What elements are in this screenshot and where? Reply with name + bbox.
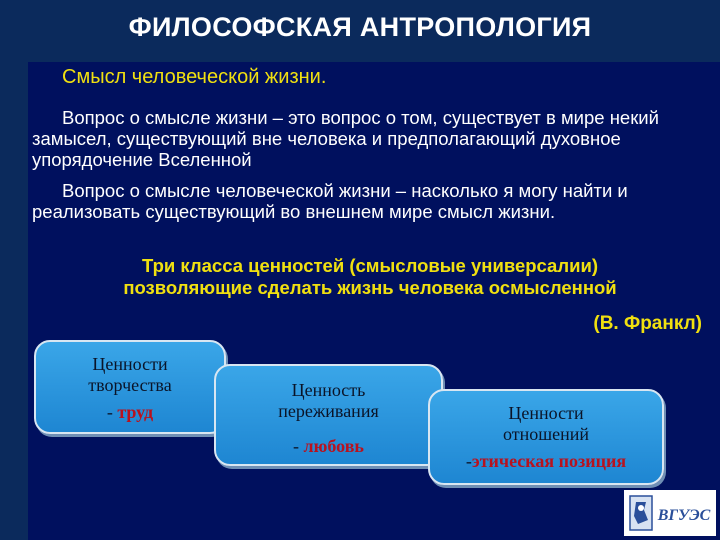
card-value: труд	[117, 402, 154, 422]
card-experience-values	[214, 364, 443, 466]
card-value-prefix: -	[293, 436, 304, 456]
card-creativity-values	[34, 340, 226, 434]
card-title-line-1: Ценность	[291, 380, 366, 400]
card-value-prefix: -	[106, 402, 118, 422]
card-title-line-1: Ценности	[92, 354, 168, 374]
value-classes-line-1: Три класса ценностей (смысловые универсалии)	[141, 255, 599, 276]
value-classes-line-2: позволяющие сделать жизнь человека осмысленной	[123, 277, 617, 298]
card-value-line	[36, 402, 224, 423]
card-value-line	[216, 436, 441, 457]
card-attitude-values	[428, 389, 664, 485]
logo-emblem-icon	[624, 490, 716, 536]
card-value-line	[430, 451, 662, 472]
card-title-line-2: творчества	[88, 375, 172, 395]
card-value-prefix: -	[465, 451, 472, 471]
university-logo	[624, 490, 716, 536]
logo-text: ВГУЭС	[657, 507, 711, 524]
paragraph-human-meaning: Вопрос о смысле человеческой жизни – насколько я могу найти и реализовать существующий во внешнем мире смысл жизни.	[32, 180, 628, 222]
paragraph-meaning-question: Вопрос о смысле жизни – это вопрос о том, существует в мире некий замысел, существующий вне человека и предполагающий духовное упорядочение Вселенной	[32, 107, 659, 170]
card-value: любовь	[303, 436, 364, 456]
slide-title: ФИЛОСОФСКАЯ АНТРОПОЛОГИЯ	[128, 12, 592, 42]
value-classes-heading	[60, 255, 680, 299]
author-attribution: (В. Франкл)	[593, 313, 702, 334]
card-title-line-2: переживания	[278, 401, 379, 421]
subheading: Смысл человеческой жизни.	[62, 66, 327, 88]
card-value: этическая позиция	[471, 451, 627, 471]
card-title-line-1: Ценности	[508, 403, 584, 423]
card-title-line-2: отношений	[502, 424, 589, 444]
